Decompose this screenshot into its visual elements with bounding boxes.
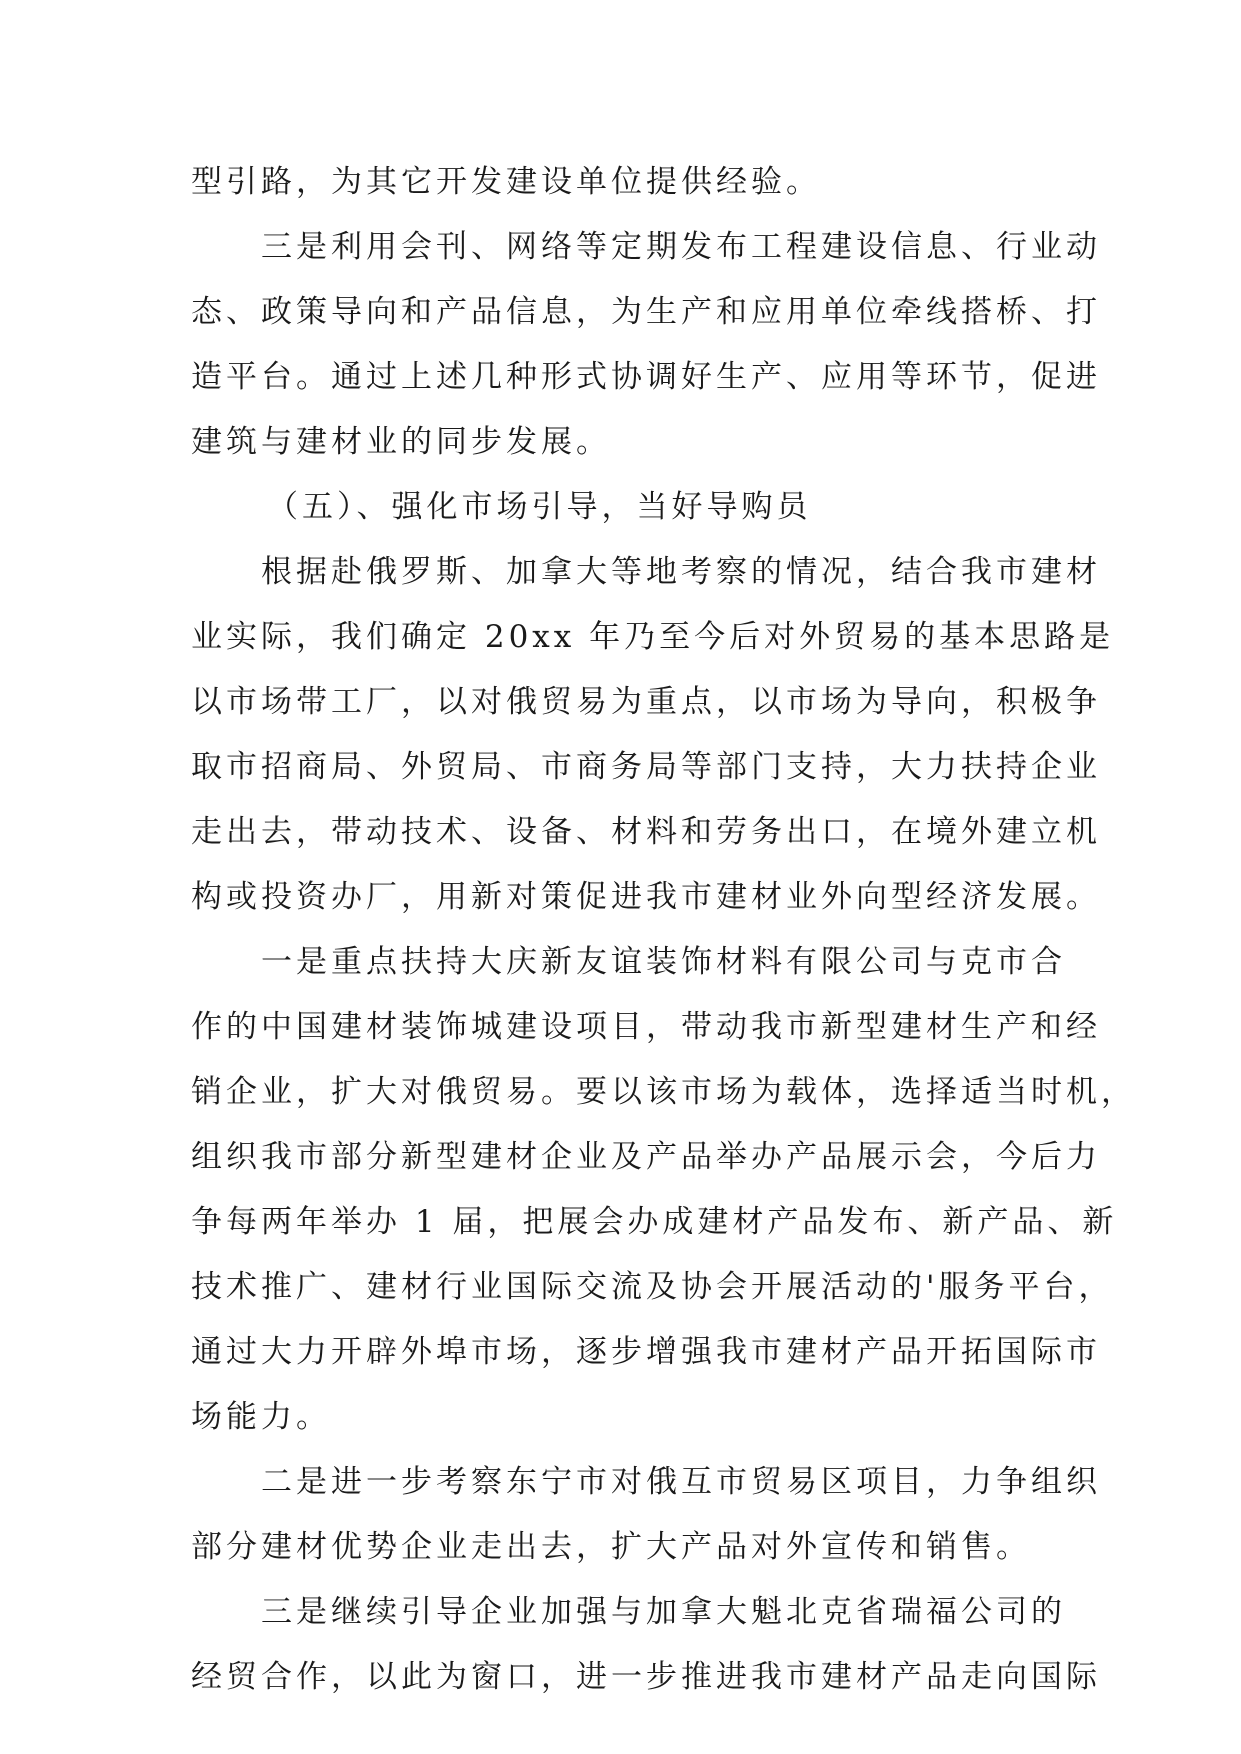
text-line: 组织我市部分新型建材企业及产品举办产品展示会，今后力 [191, 1139, 1101, 1175]
text-line: 场能力。 [191, 1399, 331, 1435]
text-line: 以市场带工厂，以对俄贸易为重点，以市场为导向，积极争 [191, 684, 1101, 720]
text-line: 三是继续引导企业加强与加拿大魁北克省瑞福公司的 [261, 1594, 1066, 1630]
text-line: 构或投资办厂，用新对策促进我市建材业外向型经济发展。 [191, 879, 1101, 915]
text-line: 态、政策导向和产品信息，为生产和应用单位牵线搭桥、打 [191, 294, 1101, 330]
text-line: 型引路，为其它开发建设单位提供经验。 [191, 164, 821, 200]
text-line: 部分建材优势企业走出去，扩大产品对外宣传和销售。 [191, 1529, 1031, 1565]
text-line: 造平台。通过上述几种形式协调好生产、应用等环节，促进 [191, 359, 1101, 395]
text-line: 取市招商局、外贸局、市商务局等部门支持，大力扶持企业 [191, 749, 1101, 785]
text-line: 销企业，扩大对俄贸易。要以该市场为载体，选择适当时机， [191, 1074, 1136, 1110]
text-line: 技术推广、建材行业国际交流及协会开展活动的'服务平台， [191, 1269, 1114, 1305]
text-line: 通过大力开辟外埠市场，逐步增强我市建材产品开拓国际市 [191, 1334, 1101, 1370]
text-line: 争每两年举办 1 届，把展会办成建材产品发布、新产品、新 [191, 1204, 1118, 1240]
text-line: 二是进一步考察东宁市对俄互市贸易区项目，力争组织 [261, 1464, 1101, 1500]
document-body [191, 150, 1136, 1710]
text-line: 三是利用会刊、网络等定期发布工程建设信息、行业动 [261, 229, 1101, 265]
text-line: 作的中国建材装饰城建设项目，带动我市新型建材生产和经 [191, 1009, 1101, 1045]
text-line: 经贸合作，以此为窗口，进一步推进我市建材产品走向国际 [191, 1659, 1101, 1695]
text-line: 建筑与建材业的同步发展。 [191, 424, 611, 460]
text-line: 走出去，带动技术、设备、材料和劳务出口，在境外建立机 [191, 814, 1101, 850]
text-line: 一是重点扶持大庆新友谊装饰材料有限公司与克市合 [261, 944, 1066, 980]
text-line: 业实际，我们确定 20xx 年乃至今后对外贸易的基本思路是 [191, 619, 1115, 655]
section-heading: （五）、强化市场引导，当好导购员 [267, 489, 812, 525]
text-line: 根据赴俄罗斯、加拿大等地考察的情况，结合我市建材 [261, 554, 1101, 590]
